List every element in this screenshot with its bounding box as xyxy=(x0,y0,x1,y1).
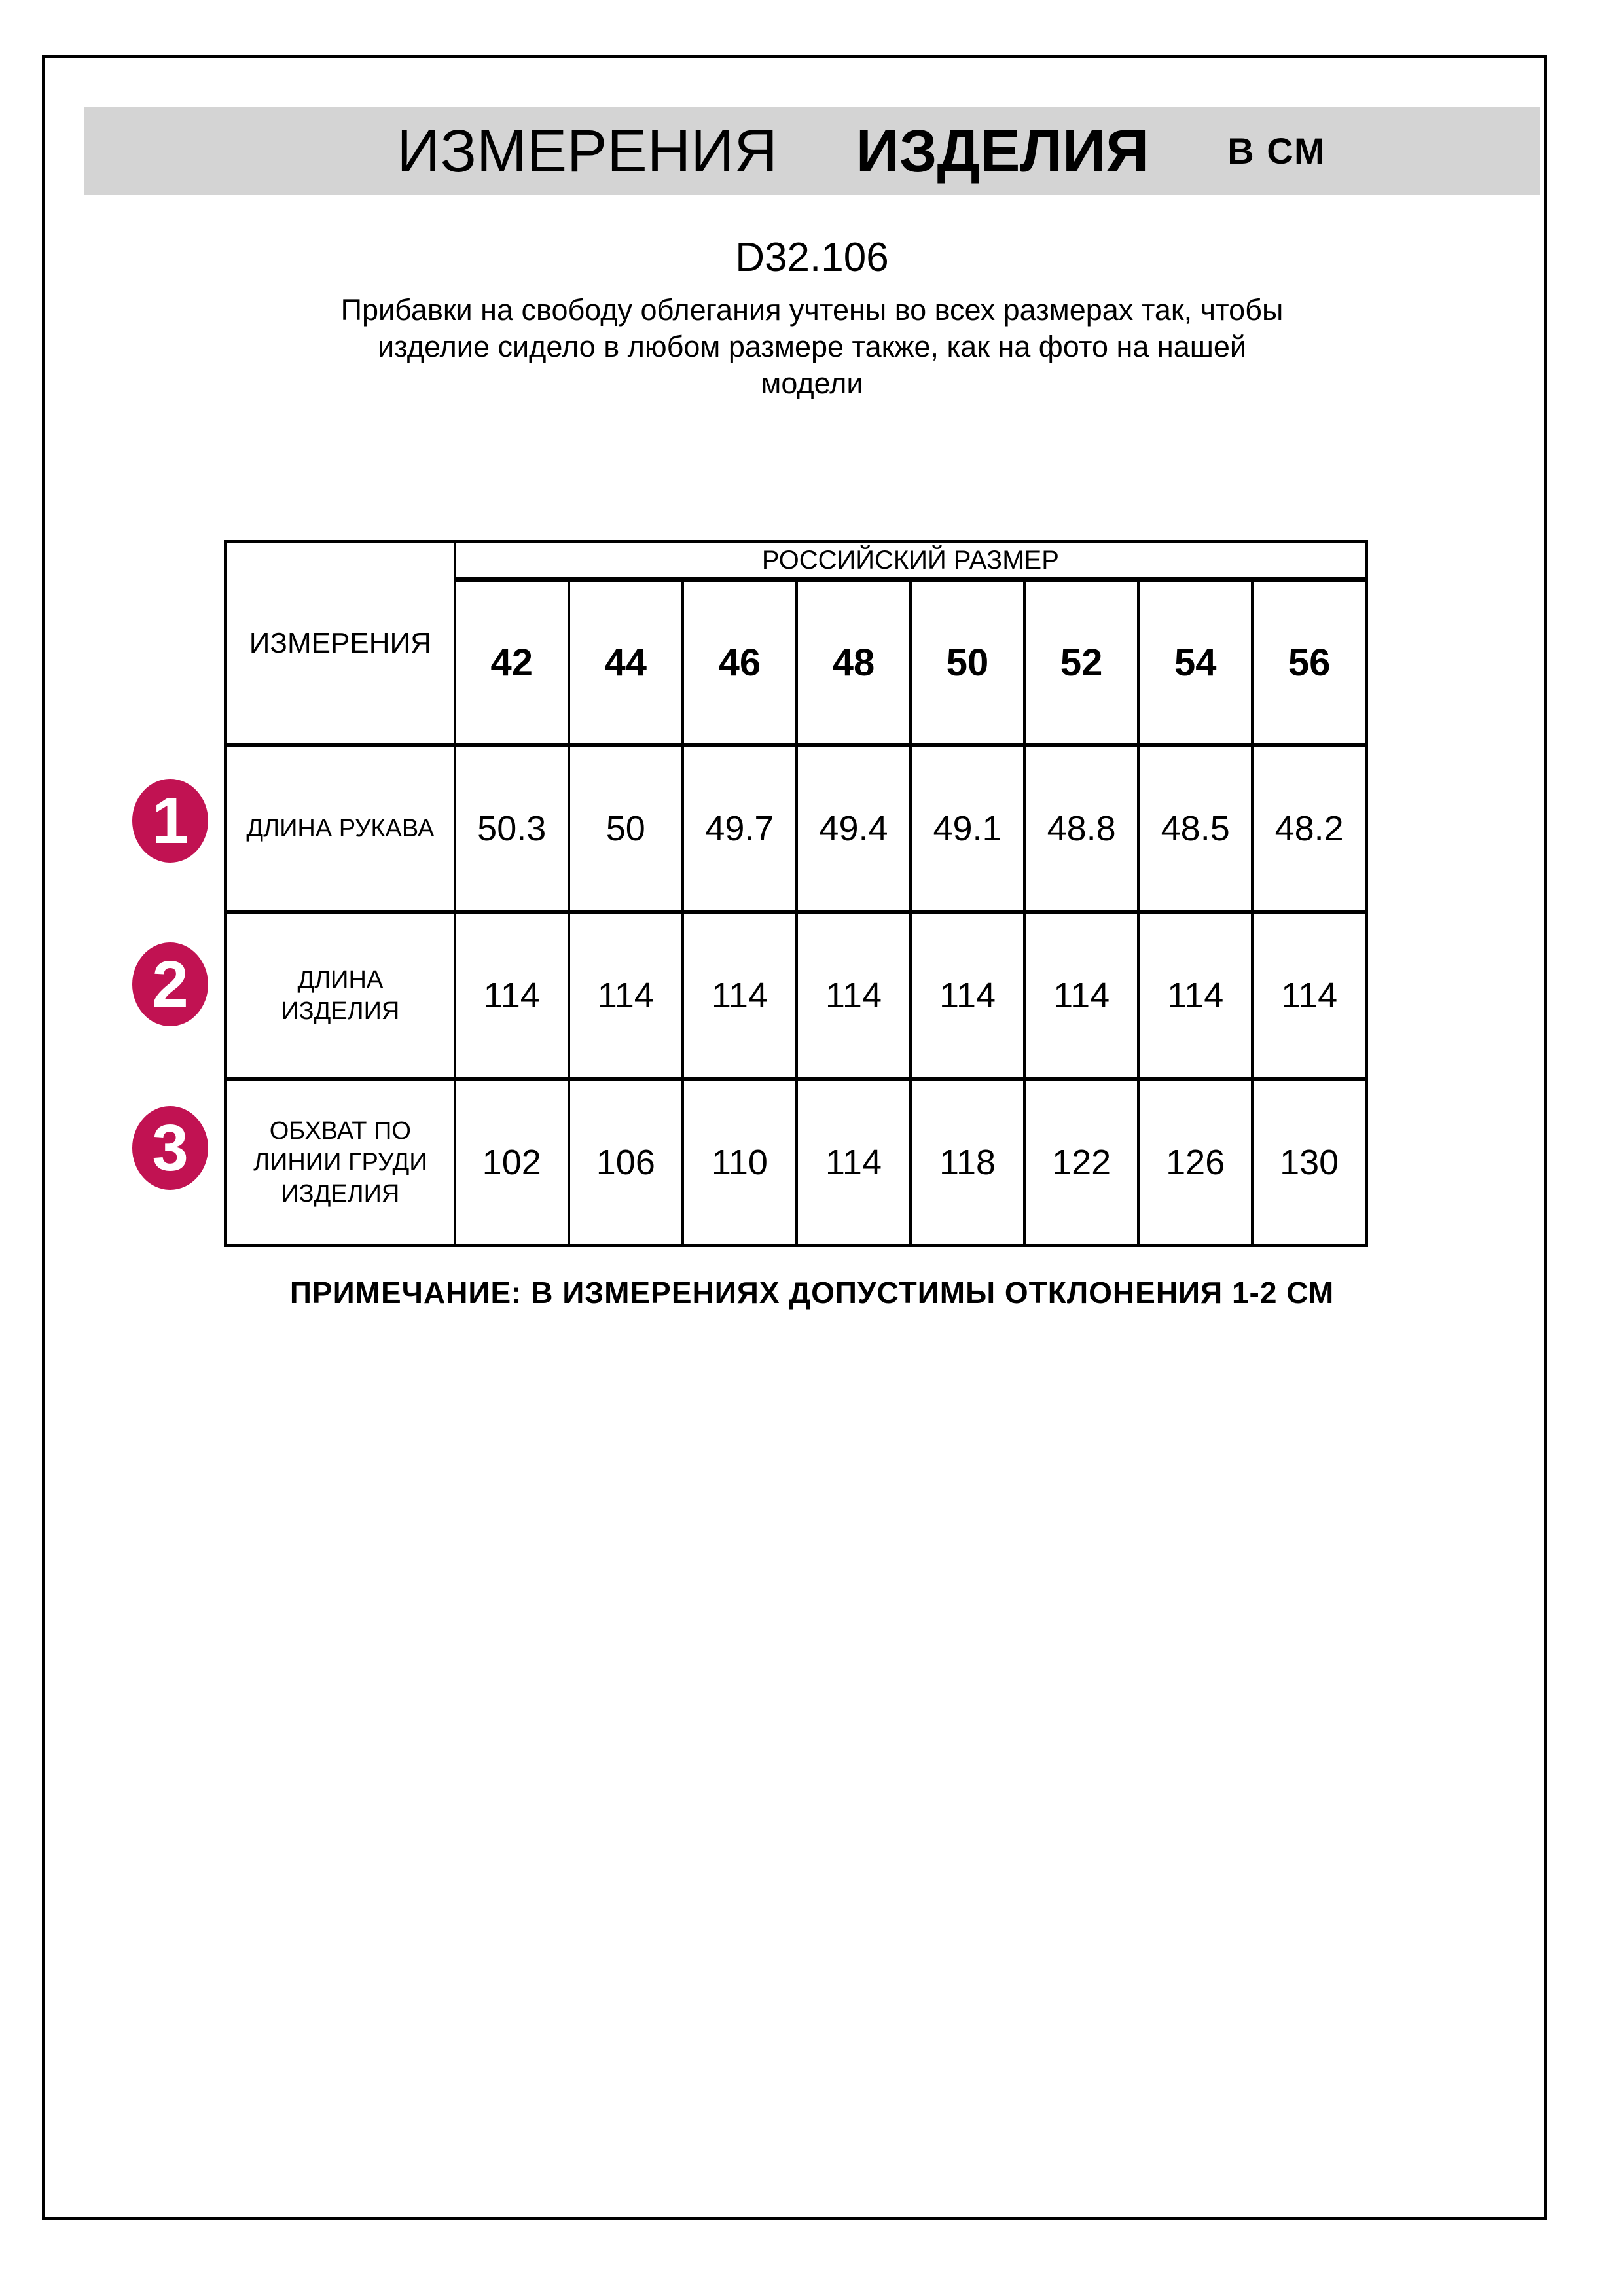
row-label-line: ОБХВАТ ПО xyxy=(269,1117,411,1145)
size-column-header: 48 xyxy=(797,580,911,745)
tolerance-note: ПРИМЕЧАНИЕ: В ИЗМЕРЕНИЯХ ДОПУСТИМЫ ОТКЛОНЕНИЯ 1-2 СМ xyxy=(289,1276,1335,1310)
row-label xyxy=(226,1079,455,1246)
measurement-value: 49.1 xyxy=(911,745,1024,912)
row-label xyxy=(226,912,455,1079)
measurement-value: 114 xyxy=(455,912,569,1079)
description-line: модели xyxy=(761,367,863,400)
measurement-value: 110 xyxy=(683,1079,797,1246)
size-column-header: 42 xyxy=(455,580,569,745)
size-table-container xyxy=(224,540,1368,1247)
measurement-value: 130 xyxy=(1252,1079,1366,1246)
measurement-value: 50.3 xyxy=(455,745,569,912)
row-badge-3: 3 xyxy=(132,1106,208,1190)
description-line: Прибавки на свободу облегания учтены во всех размерах так, чтобы xyxy=(340,293,1284,327)
title-word-measurements: ИЗМЕРЕНИЯ xyxy=(397,118,778,185)
measurement-value: 114 xyxy=(911,912,1024,1079)
product-code: D32.106 xyxy=(735,235,889,280)
measurement-value: 126 xyxy=(1138,1079,1252,1246)
table-group-header-row xyxy=(226,542,1367,580)
row-badge-1: 1 xyxy=(132,779,208,863)
table-group-header: РОССИЙСКИЙ РАЗМЕР xyxy=(455,542,1367,580)
measurement-value: 114 xyxy=(1024,912,1138,1079)
title-word-product: ИЗДЕЛИЯ xyxy=(856,118,1149,185)
row-label-line: ДЛИНА xyxy=(297,966,384,994)
row-label-line: ДЛИНА РУКАВА xyxy=(246,815,435,842)
measurement-value: 118 xyxy=(911,1079,1024,1246)
measurement-value: 49.7 xyxy=(683,745,797,912)
measurement-value: 114 xyxy=(797,912,911,1079)
measurement-value: 114 xyxy=(1252,912,1366,1079)
measurement-value: 114 xyxy=(569,912,683,1079)
row-label-line: ЛИНИИ ГРУДИ xyxy=(253,1149,427,1176)
measurement-value: 122 xyxy=(1024,1079,1138,1246)
description-line: изделие сидело в любом размере также, как на фото на нашей xyxy=(377,330,1247,363)
table-corner-header: ИЗМЕРЕНИЯ xyxy=(226,542,455,745)
measurement-value: 48.5 xyxy=(1138,745,1252,912)
size-column-header: 46 xyxy=(683,580,797,745)
table-row xyxy=(226,912,1367,1079)
measurement-value: 49.4 xyxy=(797,745,911,912)
measurement-value: 114 xyxy=(797,1079,911,1246)
measurement-value: 102 xyxy=(455,1079,569,1246)
measurement-value: 114 xyxy=(1138,912,1252,1079)
title-units: В СМ xyxy=(1227,130,1326,171)
size-column-header: 56 xyxy=(1252,580,1366,745)
row-label xyxy=(226,745,455,912)
measurement-value: 114 xyxy=(683,912,797,1079)
measurement-value: 48.2 xyxy=(1252,745,1366,912)
title-banner xyxy=(84,107,1540,195)
measurement-value: 106 xyxy=(569,1079,683,1246)
size-column-header: 44 xyxy=(569,580,683,745)
row-label-line: ИЗДЕЛИЯ xyxy=(281,997,400,1025)
size-column-header: 50 xyxy=(911,580,1024,745)
measurement-value: 48.8 xyxy=(1024,745,1138,912)
row-badge-2: 2 xyxy=(132,942,208,1026)
size-column-header: 52 xyxy=(1024,580,1138,745)
row-label-line: ИЗДЕЛИЯ xyxy=(281,1180,400,1208)
product-description xyxy=(0,292,1624,402)
size-table xyxy=(224,540,1368,1247)
measurement-value: 50 xyxy=(569,745,683,912)
size-column-header: 54 xyxy=(1138,580,1252,745)
table-row xyxy=(226,1079,1367,1246)
table-row xyxy=(226,745,1367,912)
